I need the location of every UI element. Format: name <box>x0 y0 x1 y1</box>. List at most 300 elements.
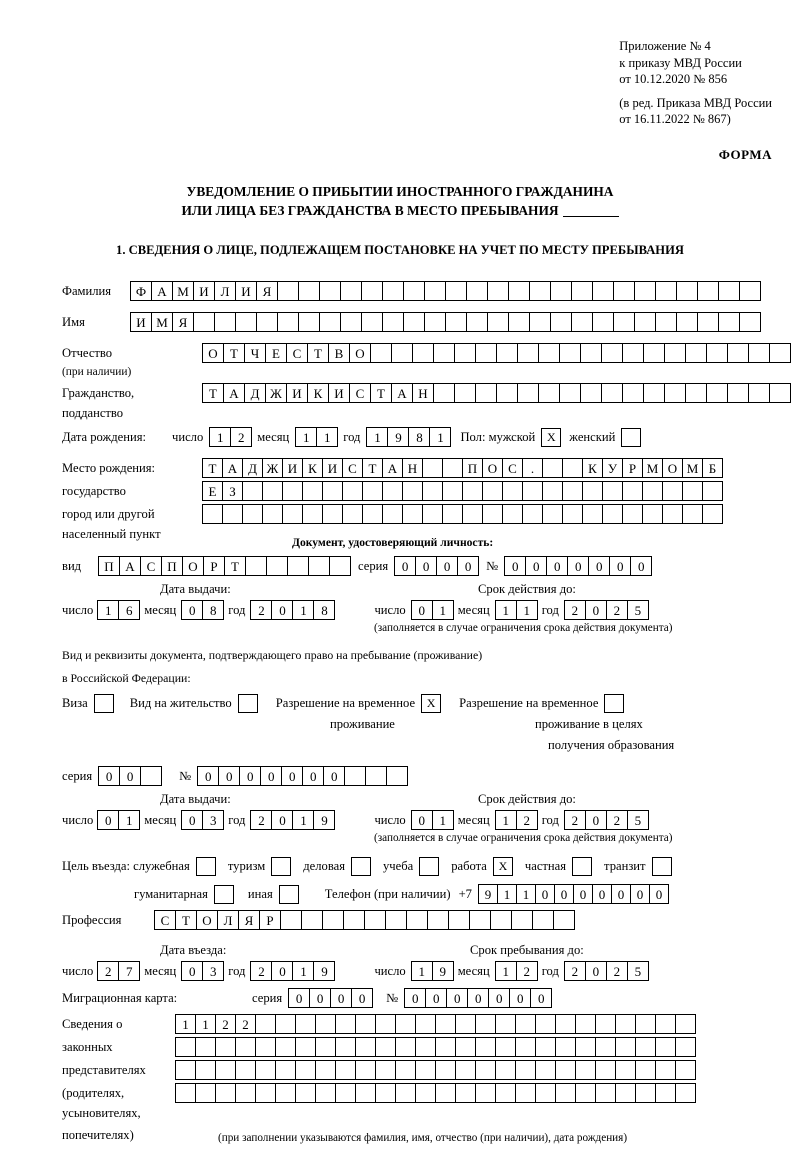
form-cell[interactable]: 2 <box>564 961 586 981</box>
input-stay-day[interactable] <box>411 961 453 981</box>
form-cell[interactable]: 0 <box>197 766 219 786</box>
form-cell[interactable] <box>495 1037 516 1057</box>
form-cell[interactable]: О <box>662 458 683 478</box>
form-cell[interactable] <box>262 481 283 501</box>
form-cell[interactable] <box>622 383 644 403</box>
form-cell[interactable] <box>215 1037 236 1057</box>
form-cell[interactable] <box>315 1083 336 1103</box>
form-cell[interactable] <box>532 910 554 930</box>
form-cell[interactable] <box>535 1060 556 1080</box>
form-cell[interactable] <box>386 766 408 786</box>
form-cell[interactable] <box>522 481 543 501</box>
form-cell[interactable] <box>515 1060 536 1080</box>
form-cell[interactable]: 0 <box>585 961 607 981</box>
form-cell[interactable] <box>601 383 623 403</box>
form-cell[interactable] <box>295 1060 316 1080</box>
form-cell[interactable] <box>487 312 509 332</box>
form-cell[interactable]: М <box>682 458 703 478</box>
form-cell[interactable]: 0 <box>630 884 650 904</box>
form-cell[interactable] <box>435 1060 456 1080</box>
form-cell[interactable] <box>235 1037 256 1057</box>
form-cell[interactable] <box>495 1083 516 1103</box>
form-cell[interactable] <box>340 281 362 301</box>
form-cell[interactable]: 2 <box>97 961 119 981</box>
form-cell[interactable] <box>245 556 267 576</box>
form-cell[interactable]: 2 <box>215 1014 236 1034</box>
form-cell[interactable] <box>355 1037 376 1057</box>
form-cell[interactable] <box>295 1083 316 1103</box>
form-cell[interactable] <box>375 1037 396 1057</box>
form-cell[interactable]: Е <box>265 343 287 363</box>
form-cell[interactable]: 0 <box>288 988 310 1008</box>
form-cell[interactable]: М <box>151 312 173 332</box>
form-cell[interactable]: Т <box>370 383 392 403</box>
form-cell[interactable] <box>643 383 665 403</box>
form-cell[interactable] <box>322 481 343 501</box>
form-cell[interactable] <box>395 1037 416 1057</box>
form-cell[interactable] <box>613 312 635 332</box>
form-cell[interactable]: 1 <box>432 810 454 830</box>
form-cell[interactable] <box>301 910 323 930</box>
form-cell[interactable]: 0 <box>649 884 669 904</box>
input-issue-year[interactable] <box>250 600 334 620</box>
form-cell[interactable]: Я <box>256 281 278 301</box>
form-cell[interactable] <box>329 556 351 576</box>
form-cell[interactable]: 0 <box>504 556 526 576</box>
form-cell[interactable] <box>475 1060 496 1080</box>
form-cell[interactable]: 0 <box>457 556 479 576</box>
form-cell[interactable] <box>475 1037 496 1057</box>
form-cell[interactable] <box>739 281 761 301</box>
form-cell[interactable]: 1 <box>295 427 317 447</box>
form-cell[interactable]: 1 <box>195 1014 216 1034</box>
form-cell[interactable]: 0 <box>323 766 345 786</box>
form-cell[interactable] <box>496 343 518 363</box>
form-cell[interactable]: А <box>119 556 141 576</box>
form-cell[interactable] <box>415 1037 436 1057</box>
form-cell[interactable]: Д <box>242 458 263 478</box>
form-cell[interactable]: 0 <box>446 988 468 1008</box>
form-cell[interactable]: 1 <box>97 600 119 620</box>
form-cell[interactable] <box>193 312 215 332</box>
input-permit-valid-year[interactable] <box>564 810 648 830</box>
input-doc-number[interactable] <box>504 556 651 576</box>
form-cell[interactable] <box>622 343 644 363</box>
input-doc-series[interactable] <box>394 556 478 576</box>
form-cell[interactable]: 3 <box>202 961 224 981</box>
form-cell[interactable]: И <box>130 312 152 332</box>
form-cell[interactable] <box>433 343 455 363</box>
checkbox-purpose-service[interactable] <box>196 857 216 876</box>
form-cell[interactable] <box>319 281 341 301</box>
form-cell[interactable]: 2 <box>564 810 586 830</box>
form-cell[interactable] <box>602 504 623 524</box>
form-cell[interactable] <box>535 1083 556 1103</box>
form-cell[interactable] <box>634 281 656 301</box>
form-cell[interactable]: М <box>172 281 194 301</box>
form-cell[interactable]: 8 <box>313 600 335 620</box>
checkbox-sex-female[interactable] <box>621 428 641 447</box>
form-cell[interactable] <box>538 383 560 403</box>
form-cell[interactable] <box>682 504 703 524</box>
form-cell[interactable] <box>542 458 563 478</box>
form-cell[interactable] <box>175 1037 196 1057</box>
form-cell[interactable] <box>615 1060 636 1080</box>
form-cell[interactable] <box>575 1083 596 1103</box>
form-cell[interactable] <box>280 910 302 930</box>
form-cell[interactable] <box>685 343 707 363</box>
form-cell[interactable] <box>550 281 572 301</box>
form-cell[interactable] <box>555 1083 576 1103</box>
form-cell[interactable]: 0 <box>592 884 612 904</box>
form-cell[interactable] <box>469 910 491 930</box>
form-cell[interactable] <box>635 1060 656 1080</box>
form-cell[interactable] <box>295 1014 316 1034</box>
form-cell[interactable] <box>342 481 363 501</box>
input-birth-place-row1[interactable] <box>202 458 722 478</box>
form-cell[interactable] <box>562 481 583 501</box>
form-cell[interactable] <box>415 1083 436 1103</box>
form-cell[interactable] <box>682 481 703 501</box>
form-cell[interactable] <box>195 1060 216 1080</box>
form-cell[interactable] <box>595 1060 616 1080</box>
form-cell[interactable]: А <box>222 458 243 478</box>
form-cell[interactable] <box>422 481 443 501</box>
input-legal-rep-row1[interactable] <box>175 1014 695 1034</box>
form-cell[interactable]: 0 <box>425 988 447 1008</box>
form-cell[interactable]: А <box>151 281 173 301</box>
form-cell[interactable] <box>702 504 723 524</box>
form-cell[interactable]: И <box>322 458 343 478</box>
form-cell[interactable]: 1 <box>366 427 388 447</box>
form-cell[interactable] <box>362 481 383 501</box>
form-cell[interactable] <box>242 504 263 524</box>
form-cell[interactable] <box>255 1083 276 1103</box>
input-permit-issue-day[interactable] <box>97 810 139 830</box>
form-cell[interactable] <box>559 343 581 363</box>
form-cell[interactable] <box>256 312 278 332</box>
form-cell[interactable] <box>435 1014 456 1034</box>
input-valid-year[interactable] <box>564 600 648 620</box>
form-cell[interactable]: 9 <box>313 810 335 830</box>
form-cell[interactable]: Я <box>238 910 260 930</box>
form-cell[interactable]: 0 <box>535 884 555 904</box>
input-birth-place-row2[interactable] <box>202 481 722 501</box>
form-cell[interactable]: 0 <box>218 766 240 786</box>
form-cell[interactable] <box>298 281 320 301</box>
input-issue-month[interactable] <box>181 600 223 620</box>
form-cell[interactable]: 1 <box>411 961 433 981</box>
form-cell[interactable] <box>403 312 425 332</box>
form-cell[interactable] <box>282 481 303 501</box>
form-cell[interactable] <box>575 1060 596 1080</box>
form-cell[interactable]: Т <box>202 458 223 478</box>
form-cell[interactable] <box>482 481 503 501</box>
form-cell[interactable]: О <box>202 343 224 363</box>
form-cell[interactable] <box>601 343 623 363</box>
form-cell[interactable] <box>395 1060 416 1080</box>
form-cell[interactable]: 0 <box>351 988 373 1008</box>
form-cell[interactable] <box>445 312 467 332</box>
form-cell[interactable]: Т <box>224 556 246 576</box>
form-cell[interactable]: 2 <box>516 810 538 830</box>
form-cell[interactable] <box>242 481 263 501</box>
form-cell[interactable]: К <box>307 383 329 403</box>
form-cell[interactable]: 2 <box>516 961 538 981</box>
input-permit-issue-month[interactable] <box>181 810 223 830</box>
form-cell[interactable]: Т <box>362 458 383 478</box>
form-cell[interactable]: К <box>302 458 323 478</box>
form-cell[interactable] <box>634 312 656 332</box>
form-cell[interactable] <box>655 1037 676 1057</box>
input-birth-year[interactable] <box>366 427 450 447</box>
form-cell[interactable] <box>214 312 236 332</box>
form-cell[interactable] <box>403 281 425 301</box>
form-cell[interactable] <box>370 343 392 363</box>
form-cell[interactable]: 0 <box>585 600 607 620</box>
form-cell[interactable] <box>308 556 330 576</box>
form-cell[interactable] <box>580 383 602 403</box>
form-cell[interactable]: Ф <box>130 281 152 301</box>
form-cell[interactable]: О <box>196 910 218 930</box>
form-cell[interactable]: О <box>182 556 204 576</box>
checkbox-purpose-private[interactable] <box>572 857 592 876</box>
form-cell[interactable] <box>340 312 362 332</box>
form-cell[interactable]: 0 <box>181 961 203 981</box>
form-cell[interactable] <box>676 312 698 332</box>
form-cell[interactable] <box>529 281 551 301</box>
form-cell[interactable]: 1 <box>495 600 517 620</box>
form-cell[interactable] <box>375 1014 396 1034</box>
form-cell[interactable] <box>175 1083 196 1103</box>
form-cell[interactable] <box>685 383 707 403</box>
form-cell[interactable] <box>462 481 483 501</box>
input-stay-month[interactable] <box>495 961 537 981</box>
form-cell[interactable] <box>643 343 665 363</box>
form-cell[interactable]: С <box>286 343 308 363</box>
input-permit-issue-year[interactable] <box>250 810 334 830</box>
form-cell[interactable] <box>664 383 686 403</box>
form-cell[interactable]: Н <box>402 458 423 478</box>
form-cell[interactable]: И <box>235 281 257 301</box>
form-cell[interactable]: 0 <box>302 766 324 786</box>
form-cell[interactable] <box>595 1037 616 1057</box>
form-cell[interactable]: 0 <box>97 810 119 830</box>
form-cell[interactable] <box>275 1060 296 1080</box>
checkbox-purpose-humanitarian[interactable] <box>214 885 234 904</box>
form-cell[interactable] <box>442 481 463 501</box>
form-cell[interactable] <box>435 1037 456 1057</box>
form-cell[interactable]: 2 <box>250 600 272 620</box>
form-cell[interactable]: 0 <box>181 600 203 620</box>
form-cell[interactable] <box>769 383 791 403</box>
form-cell[interactable] <box>391 343 413 363</box>
form-cell[interactable] <box>508 312 530 332</box>
form-cell[interactable] <box>406 910 428 930</box>
form-cell[interactable] <box>562 504 583 524</box>
form-cell[interactable]: Т <box>202 383 224 403</box>
form-cell[interactable] <box>748 343 770 363</box>
form-cell[interactable]: 2 <box>606 961 628 981</box>
checkbox-purpose-transit[interactable] <box>652 857 672 876</box>
form-cell[interactable] <box>275 1014 296 1034</box>
form-cell[interactable]: 1 <box>429 427 451 447</box>
form-cell[interactable] <box>555 1014 576 1034</box>
checkbox-sex-male[interactable]: X <box>541 428 561 447</box>
form-cell[interactable]: Р <box>203 556 225 576</box>
form-cell[interactable] <box>361 281 383 301</box>
form-cell[interactable]: К <box>582 458 603 478</box>
form-cell[interactable] <box>482 504 503 524</box>
form-cell[interactable]: 1 <box>432 600 454 620</box>
form-cell[interactable] <box>175 1060 196 1080</box>
form-cell[interactable]: 8 <box>202 600 224 620</box>
form-cell[interactable] <box>361 312 383 332</box>
input-phone[interactable] <box>478 884 668 904</box>
form-cell[interactable]: Я <box>172 312 194 332</box>
form-cell[interactable] <box>769 343 791 363</box>
form-cell[interactable]: Б <box>702 458 723 478</box>
form-cell[interactable] <box>655 312 677 332</box>
input-issue-day[interactable] <box>97 600 139 620</box>
form-cell[interactable] <box>365 766 387 786</box>
form-cell[interactable]: 3 <box>202 810 224 830</box>
form-cell[interactable]: 1 <box>516 884 536 904</box>
form-cell[interactable] <box>675 1083 696 1103</box>
input-entry-month[interactable] <box>181 961 223 981</box>
form-cell[interactable] <box>222 504 243 524</box>
form-cell[interactable]: 6 <box>118 600 140 620</box>
form-cell[interactable] <box>697 281 719 301</box>
input-name[interactable] <box>130 312 760 332</box>
form-cell[interactable] <box>335 1060 356 1080</box>
form-cell[interactable]: 0 <box>411 600 433 620</box>
form-cell[interactable]: У <box>602 458 623 478</box>
form-cell[interactable] <box>382 312 404 332</box>
input-citizenship[interactable] <box>202 383 790 403</box>
form-cell[interactable] <box>364 910 386 930</box>
form-cell[interactable] <box>302 481 323 501</box>
form-cell[interactable] <box>664 343 686 363</box>
form-cell[interactable] <box>655 1060 676 1080</box>
form-cell[interactable]: 0 <box>415 556 437 576</box>
form-cell[interactable] <box>582 481 603 501</box>
form-cell[interactable] <box>642 504 663 524</box>
form-cell[interactable] <box>571 281 593 301</box>
form-cell[interactable]: 0 <box>281 766 303 786</box>
form-cell[interactable] <box>495 1014 516 1034</box>
form-cell[interactable] <box>235 1060 256 1080</box>
form-cell[interactable] <box>295 1037 316 1057</box>
form-cell[interactable] <box>455 1060 476 1080</box>
form-cell[interactable] <box>455 1037 476 1057</box>
form-cell[interactable]: 0 <box>181 810 203 830</box>
form-cell[interactable]: 0 <box>611 884 631 904</box>
input-entry-day[interactable] <box>97 961 139 981</box>
form-cell[interactable] <box>529 312 551 332</box>
form-cell[interactable]: 0 <box>394 556 416 576</box>
form-cell[interactable]: П <box>161 556 183 576</box>
form-cell[interactable] <box>202 504 223 524</box>
input-surname[interactable] <box>130 281 760 301</box>
checkbox-temp-residence[interactable]: X <box>421 694 441 713</box>
form-cell[interactable]: О <box>349 343 371 363</box>
form-cell[interactable]: 1 <box>495 961 517 981</box>
form-cell[interactable]: 9 <box>478 884 498 904</box>
form-cell[interactable] <box>382 281 404 301</box>
form-cell[interactable] <box>675 1014 696 1034</box>
form-cell[interactable]: 0 <box>609 556 631 576</box>
form-cell[interactable] <box>277 281 299 301</box>
form-cell[interactable]: 9 <box>387 427 409 447</box>
form-cell[interactable] <box>575 1037 596 1057</box>
form-cell[interactable] <box>635 1037 656 1057</box>
form-cell[interactable] <box>375 1083 396 1103</box>
form-cell[interactable] <box>255 1037 276 1057</box>
form-cell[interactable]: И <box>193 281 215 301</box>
form-cell[interactable]: 2 <box>606 810 628 830</box>
form-cell[interactable]: 8 <box>408 427 430 447</box>
form-cell[interactable] <box>302 504 323 524</box>
form-cell[interactable] <box>343 910 365 930</box>
form-cell[interactable] <box>395 1014 416 1034</box>
form-cell[interactable]: Р <box>622 458 643 478</box>
form-cell[interactable] <box>535 1037 556 1057</box>
form-cell[interactable] <box>642 481 663 501</box>
form-cell[interactable] <box>571 312 593 332</box>
form-cell[interactable]: 5 <box>627 810 649 830</box>
checkbox-purpose-tourism[interactable] <box>271 857 291 876</box>
form-cell[interactable]: А <box>391 383 413 403</box>
form-cell[interactable] <box>344 766 366 786</box>
form-cell[interactable] <box>517 343 539 363</box>
form-cell[interactable]: Р <box>259 910 281 930</box>
form-cell[interactable]: 9 <box>313 961 335 981</box>
form-cell[interactable]: 5 <box>627 961 649 981</box>
input-birth-place-row3[interactable] <box>202 504 722 524</box>
form-cell[interactable]: 1 <box>292 810 314 830</box>
form-cell[interactable] <box>422 504 443 524</box>
form-cell[interactable] <box>542 481 563 501</box>
form-cell[interactable]: С <box>342 458 363 478</box>
form-cell[interactable] <box>748 383 770 403</box>
form-cell[interactable] <box>385 910 407 930</box>
form-cell[interactable] <box>442 504 463 524</box>
form-cell[interactable] <box>342 504 363 524</box>
form-cell[interactable] <box>235 1083 256 1103</box>
form-cell[interactable] <box>615 1014 636 1034</box>
form-cell[interactable]: И <box>286 383 308 403</box>
form-cell[interactable] <box>515 1037 536 1057</box>
form-cell[interactable] <box>355 1014 376 1034</box>
form-cell[interactable] <box>454 343 476 363</box>
form-cell[interactable]: 0 <box>588 556 610 576</box>
form-cell[interactable] <box>402 504 423 524</box>
form-cell[interactable]: 1 <box>497 884 517 904</box>
form-cell[interactable]: . <box>522 458 543 478</box>
form-cell[interactable]: 0 <box>509 988 531 1008</box>
form-cell[interactable]: П <box>462 458 483 478</box>
form-cell[interactable]: 1 <box>316 427 338 447</box>
form-cell[interactable]: 0 <box>404 988 426 1008</box>
form-cell[interactable] <box>195 1083 216 1103</box>
form-cell[interactable] <box>454 383 476 403</box>
form-cell[interactable] <box>522 504 543 524</box>
form-cell[interactable] <box>538 343 560 363</box>
form-cell[interactable]: 0 <box>546 556 568 576</box>
form-cell[interactable]: 1 <box>118 810 140 830</box>
form-cell[interactable] <box>412 343 434 363</box>
